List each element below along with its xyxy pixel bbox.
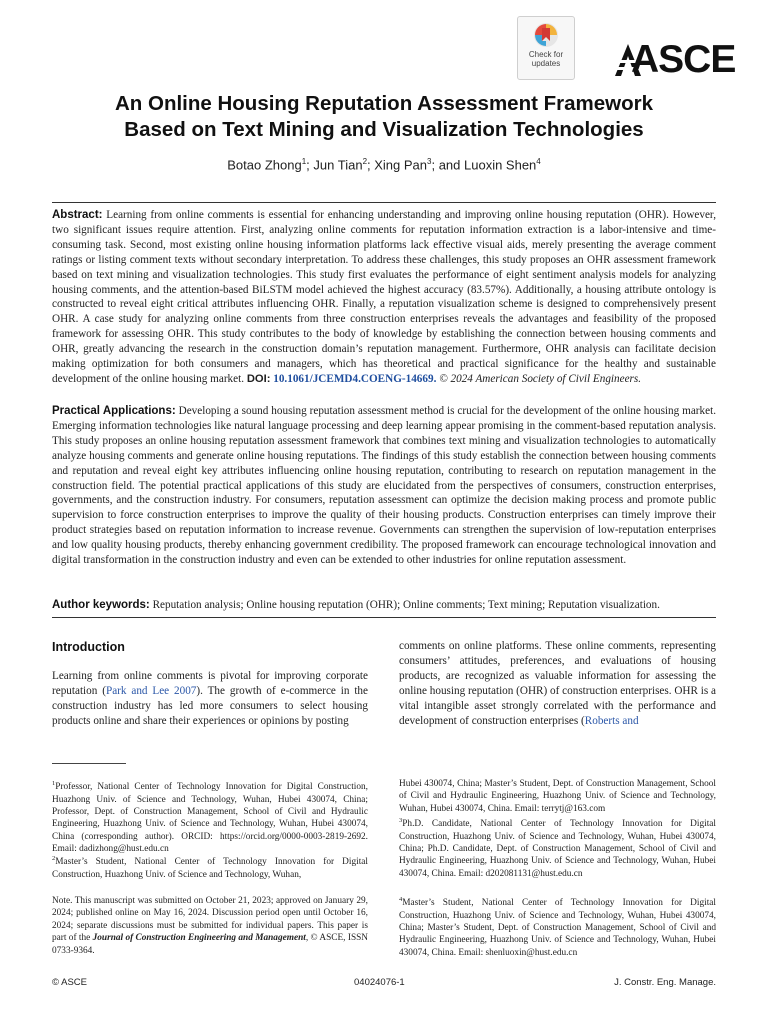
doi-link[interactable]: 10.1061/JCEMD4.COENG-14669.	[273, 372, 437, 385]
check-for-updates-badge[interactable]	[517, 16, 575, 80]
citation-link[interactable]: Roberts and	[584, 714, 639, 727]
footnote-mark: 3	[399, 817, 403, 824]
footnote-3	[399, 815, 716, 880]
footnote-1	[52, 778, 368, 856]
footnote-2-continued	[399, 778, 716, 815]
author-separator: ;	[306, 157, 314, 173]
footer-journal: J. Constr. Eng. Manage.	[614, 977, 716, 988]
intro-left-column	[52, 669, 368, 729]
section-heading-introduction: Introduction	[52, 640, 125, 654]
check-badge-line-1: Check for	[528, 50, 564, 59]
keywords-label: Author keywords:	[52, 599, 150, 611]
note-text: , © ASCE, ISSN 0733-9364.	[52, 933, 369, 956]
practical-applications-label: Practical Applications:	[52, 405, 176, 417]
asce-logo-text: ASCE	[631, 38, 736, 81]
abstract-text: Learning from online comments is essential for enhancing understanding and improving online housing reputation (OHR). However, two significant issues require attention. First, analyzing online comments for reputation information extraction is a labor-intensive and time-consuming task. Second, most existing online housing information platforms lack effective visual aids, merely presenting the average comment ratings or listing comment texts without secondary interpretation. To address these challenges, this study proposes an OHR assessment framework based on text mining and visualization technologies. This study first evaluates the performance of eight sentiment analysis models for analyzing housing comments, and the attention-based BiLSTM model achieved the highest accuracy (83.57%). Additionally, a housing attribute ontology is constructed to reveal eight critical attributes influencing OHR. Finally, a reputation visualization scheme is designed to comprehensively present OHR. A case study for analyzing online comments from three construction enterprises reveals the advantages and feasibility of the proposed framework for assessing OHR. This study contributes to the body of knowledge by establishing the connection between housing comments and OHR, greatly advancing the research in the construction domain’s reputation management. Furthermore, OHR analysis can facilitate decision making optimization for both consumers and managers, which has theoretical and practical significance for the healthy and sustainable development of the online housing market.	[52, 209, 717, 385]
abstract-top-rule	[52, 202, 716, 203]
footnote-mark: 4	[399, 896, 403, 903]
footer-copyright: © ASCE	[52, 977, 87, 988]
author-affiliation-mark: 4	[536, 157, 541, 166]
check-badge-line-2: updates	[531, 59, 561, 68]
manuscript-note	[52, 895, 368, 957]
author-name: Luoxin Shen	[464, 157, 537, 173]
doi-label: DOI:	[246, 372, 271, 385]
footnote-mark: 1	[52, 780, 56, 787]
journal-name: Journal of Construction Engineering and Management	[92, 933, 306, 944]
author-separator: ; and	[431, 157, 464, 173]
footnote-1-text: Professor, National Center of Technology Innovation for Digital Construction, Huazhong Univ. of Science and Technology, Wuhan, Hubei 430074, China; Professor, Dept. of Construction Management, School of Civil and Hydraulic Engineering, Huazhong Univ. of Science and Technology, Wuhan, Hubei 430074, China (corresponding author). ORCID: https://orcid.org/0000-0003-2819-2692. Email: dadizhong@hust.edu.cn	[52, 782, 368, 855]
check-updates-icon	[533, 21, 559, 49]
author-name: Botao Zhong	[227, 157, 302, 173]
title-line-2: Based on Text Mining and Visualization Technologies	[124, 118, 644, 141]
citation-link[interactable]: Park and Lee 2007	[105, 684, 197, 697]
intro-text-part: Learning from online comments is pivotal for improving corporate reputation (	[52, 670, 368, 697]
intro-right-column	[399, 639, 716, 728]
author-separator: ;	[367, 157, 375, 173]
note-text: Note. This manuscript was submitted on October 21, 2023; approved on January 29, 2024; published online on May 16, 2024. Discussion period open until October 16, 2024; separate discussions must be submitted for individual papers. This paper is part of the	[52, 896, 368, 944]
article-title	[40, 91, 728, 143]
footnote-3-text: Ph.D. Candidate, National Center of Technology Innovation for Digital Construction, Huazhong Univ. of Science and Technology, Wuhan, Hubei 430074, China; Ph.D. Candidate, Dept. of Construction Management, School of Civil and Hydraulic Engineering, Huazhong Univ. of Science and Technology, Wuhan, Hubei 430074, China. Email: d202081131@hust.edu.cn	[399, 819, 716, 879]
intro-text-part: ). The growth of e-commerce in the construction industry has led more consumers to select housing products online and share their experiences or opinions by posting	[52, 684, 368, 727]
keywords-text: Reputation analysis; Online housing reputation (OHR); Online comments; Text mining; Reputation visualization.	[152, 599, 660, 611]
author-affiliation-mark: 2	[362, 157, 368, 166]
author-list	[40, 157, 728, 172]
footnote-rule	[52, 763, 126, 764]
asce-logo	[613, 38, 736, 82]
author-affiliation-mark: 1	[301, 157, 307, 166]
footnote-4	[399, 894, 716, 959]
footnote-2-text: Master’s Student, National Center of Technology Innovation for Digital Construction, Huazhong Univ. of Science and Technology, Wuhan,	[52, 857, 368, 880]
footnote-2-continued-text: Hubei 430074, China; Master’s Student, Dept. of Construction Management, School of Civil and Hydraulic Engineering, Huazhong Univ. of Science and Technology, Wuhan, Hubei 430074, China. Email: terrytj@163.com	[399, 779, 716, 814]
author-name: Jun Tian	[313, 157, 363, 173]
footnote-4-text: Master’s Student, National Center of Technology Innovation for Digital Construction, Huazhong Univ. of Science and Technology, Wuhan, Hubei 430074, China; Master’s Student, Dept. of Construction Management, School of Civil and Hydraulic Engineering, Huazhong Univ. of Science and Technology, Wuhan, Hubei 430074, China. Email: shenluoxin@hust.edu.cn	[399, 898, 716, 958]
author-affiliation-mark: 3	[427, 157, 432, 166]
copyright-notice: © 2024 American Society of Civil Engineers.	[439, 372, 642, 385]
author-keywords	[52, 598, 716, 613]
footnote-2	[52, 853, 368, 881]
author-name: Xing Pan	[374, 157, 428, 173]
keywords-bottom-rule	[52, 617, 716, 618]
abstract-label: Abstract:	[52, 209, 103, 221]
footer-article-number: 04024076-1	[354, 977, 405, 988]
intro-text-part: comments on online platforms. These online comments, representing consumers’ attitudes, preferences, and evaluations of housing products, are recognized as valuable information for assessing the online housing reputation (OHR) of construction enterprises. OHR is a vital intangible asset strongly correlated with the performance and development of construction enterprises (	[399, 640, 716, 727]
footnote-mark: 2	[52, 855, 56, 862]
abstract-paragraph	[52, 208, 716, 387]
practical-applications-paragraph	[52, 404, 716, 568]
title-line-1: An Online Housing Reputation Assessment Framework	[114, 92, 654, 115]
practical-applications-text: Developing a sound housing reputation assessment method is crucial for the development of the online housing market. Emerging information technologies like natural language processing and deep learning appear promising in the comment-based reputation analysis. This study proposes an online housing reputation assessment framework that combines text mining and visualization technologies to automatically analyze housing comments and generate online housing reputations. The findings of this study establish the connection between housing comments and reputation and reveal eight key attributes influencing online housing reputation, contributing to research on reputation management in the construction field. The potential practical applications of this study are elucidated from the perspectives of consumers, construction enterprises, governments, and the construction industry. For consumers, reputation assessment can optimize the decision making process and promote public supervision to force construction enterprises to improve the quality of their housing products. Construction enterprises can timely improve their product strategies based on reputation information to increase revenue. Governments can strengthen the supervision of low-reputation enterprises and low quality housing products, thereby enhancing government credibility. The proposed framework can encourage technological innovation and digital transformation in the construction industry and even can be extended to other industries for online reputation assessment.	[52, 405, 716, 567]
